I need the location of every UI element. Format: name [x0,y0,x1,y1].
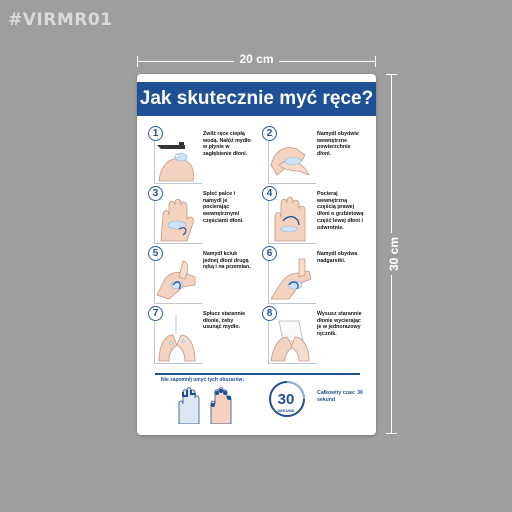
total-time: Całkowity czas: 30 sekund [317,390,363,403]
step-text: Spleć palce i namydl je pocierając wewnętrznymi częściami dłoni. [203,191,244,224]
warning-text: Nie zapomnij umyć tych obszarów: [161,377,245,383]
step-6 [251,246,361,306]
timer-unit: SEKUND [277,408,295,413]
step-number: 7 [148,306,163,321]
step-8 [251,306,361,366]
timer-number: 30 [277,391,295,408]
step-text: Namydl obydwie wewnętrzne powierzchnie dłoni. [317,131,359,158]
step-number: 6 [262,246,277,261]
back-of-hand-illustration [269,195,315,242]
step-text: Wysusz starannie dłonie wycierając je w jednorazowy ręcznik. [317,311,362,338]
step-text: Namydl obydwa nadgarstki. [317,251,358,264]
height-dimension-label-wrap [385,229,401,279]
width-dimension-label-wrap [137,50,376,68]
step-text: Zwilż ręce ciepłą wodą. Nałóż mydło w płynie w zagłębienie dłoni. [203,131,251,158]
step-number: 8 [262,306,277,321]
dry-hands-towel-illustration [269,315,315,362]
step-2 [251,126,361,186]
step-number: 5 [148,246,163,261]
height-dimension [386,74,400,434]
step-5 [137,246,251,306]
step-text: Pocieraj wewnętrzną częścią prawej dłoni o grzbietową część lewej dłoni i odwrotnie. [317,191,364,231]
wrist-wash-illustration [269,255,315,302]
step-1 [137,126,251,186]
rinse-hands-illustration [155,315,201,362]
height-dimension-tick-top [386,74,397,75]
step-3 [137,186,247,246]
poster [137,74,376,435]
step-text: Namydl kciuk jednej dłoni drugą ręką i na przemian. [203,251,251,271]
thumb-wash-illustration [155,255,201,302]
bottom-divider [155,373,360,375]
step-text: Spłucz starannie dłonie, żeby usunąć mydło. [203,311,246,331]
product-code: #VIRMR01 [8,10,113,30]
width-dimension [137,51,376,65]
step-number: 2 [262,126,277,141]
step-number: 4 [262,186,277,201]
palms-rubbing-illustration [269,135,315,182]
step-number: 1 [148,126,163,141]
step-4 [251,186,364,246]
missed-areas-hands-icon [175,386,237,424]
interlaced-fingers-illustration [155,195,201,242]
faucet-hand-illustration [155,135,201,182]
height-dimension-tick-bottom [386,433,397,434]
poster-title: Jak skutecznie myć ręce? [137,82,376,116]
width-dimension-label: 20 cm [234,52,278,66]
step-number: 3 [148,186,163,201]
height-dimension-label: 30 cm [387,233,401,275]
step-7 [137,306,247,366]
